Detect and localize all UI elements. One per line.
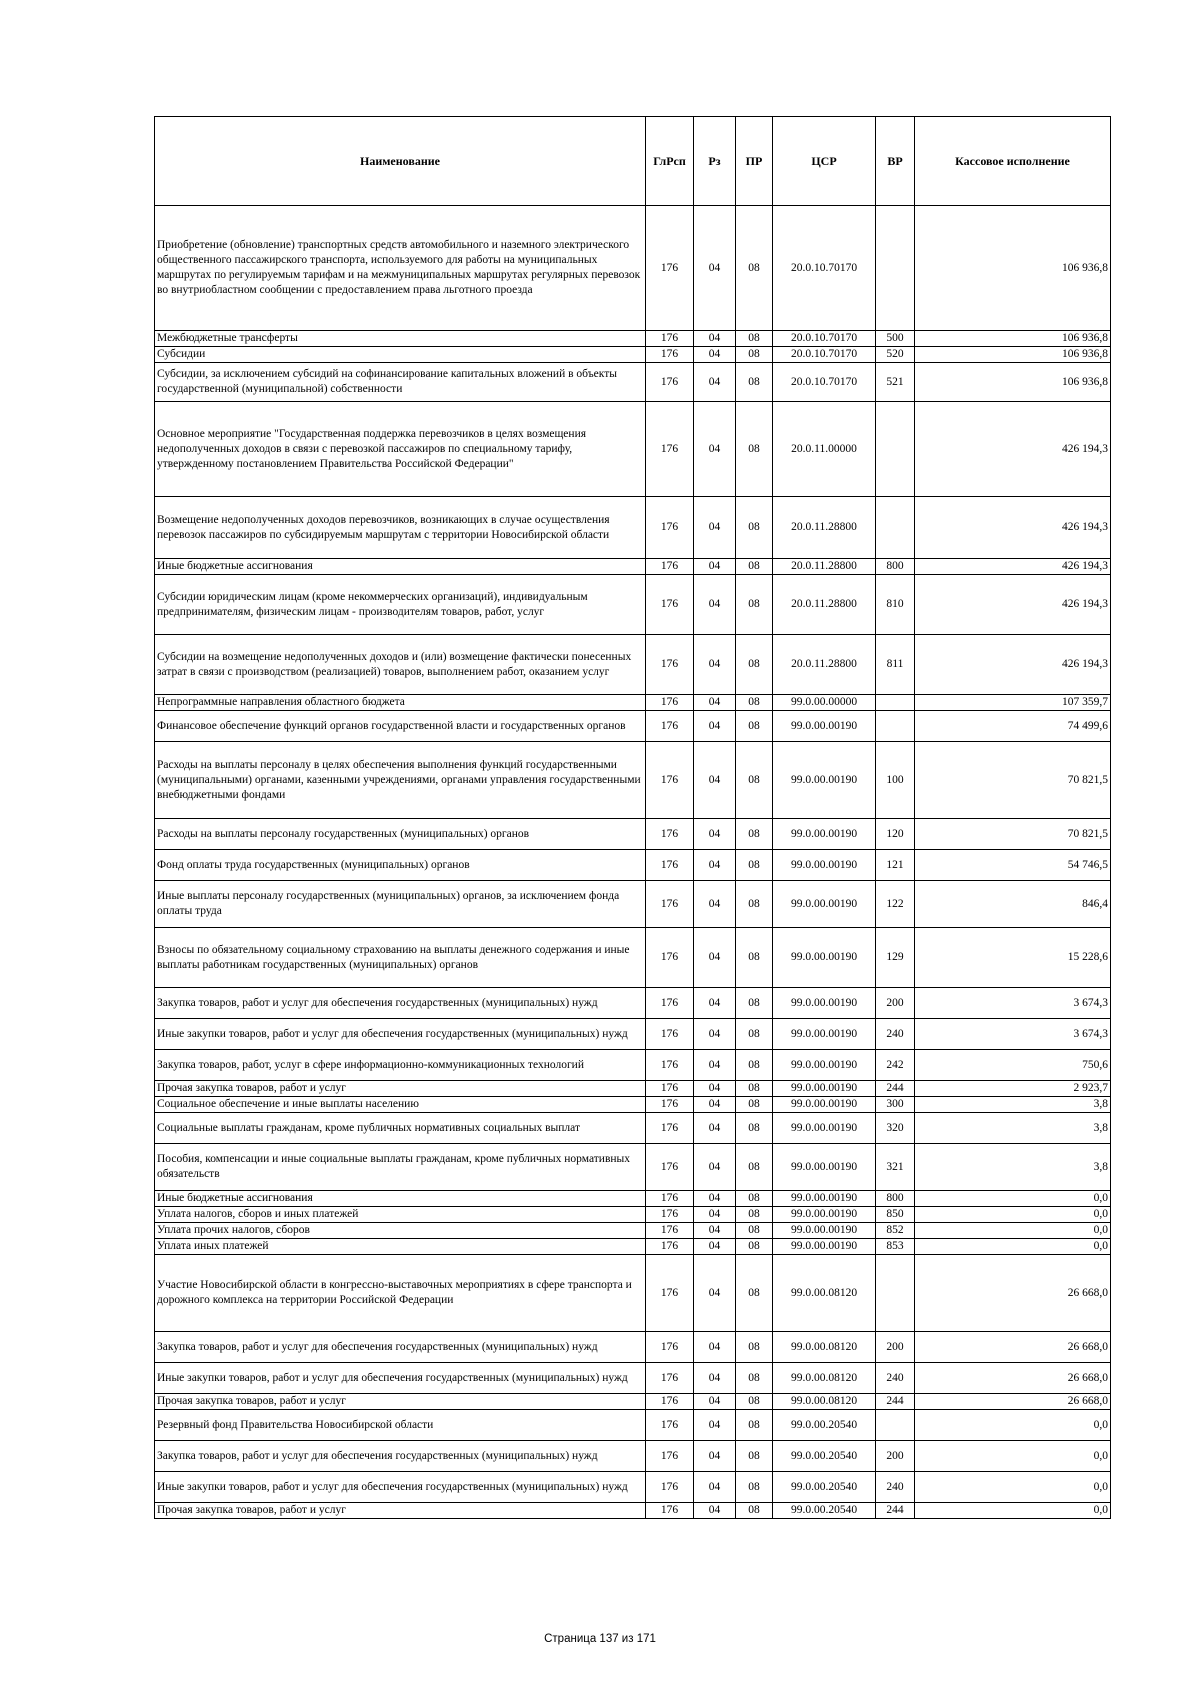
cell-rz: 04 <box>694 497 736 559</box>
cell-rz: 04 <box>694 1097 736 1113</box>
cell-glrsp: 176 <box>646 1441 694 1472</box>
cell-name: Социальное обеспечение и иные выплаты населению <box>155 1097 646 1113</box>
cell-rz: 04 <box>694 559 736 575</box>
cell-csr: 20.0.11.28800 <box>773 497 876 559</box>
cell-csr: 99.0.00.00190 <box>773 881 876 928</box>
cell-pr: 08 <box>736 1207 773 1223</box>
table-row <box>155 881 1111 928</box>
cell-pr: 08 <box>736 850 773 881</box>
cell-cash-execution: 0,0 <box>915 1207 1111 1223</box>
cell-name: Иные бюджетные ассигнования <box>155 1191 646 1207</box>
cell-csr: 99.0.00.00190 <box>773 1081 876 1097</box>
table-row <box>155 1394 1111 1410</box>
table-row <box>155 575 1111 635</box>
cell-csr: 99.0.00.00190 <box>773 1239 876 1255</box>
cell-glrsp: 176 <box>646 850 694 881</box>
cell-glrsp: 176 <box>646 402 694 497</box>
cell-name: Иные закупки товаров, работ и услуг для обеспечения государственных (муниципальных) нужд <box>155 1472 646 1503</box>
cell-name: Социальные выплаты гражданам, кроме публичных нормативных социальных выплат <box>155 1113 646 1144</box>
table-row <box>155 1144 1111 1191</box>
cell-name: Непрограммные направления областного бюджета <box>155 695 646 711</box>
cell-glrsp: 176 <box>646 559 694 575</box>
table-row <box>155 695 1111 711</box>
page-number: Страница 137 из 171 <box>544 1633 656 1645</box>
cell-rz: 04 <box>694 575 736 635</box>
cell-cash-execution: 15 228,6 <box>915 928 1111 988</box>
cell-glrsp: 176 <box>646 1363 694 1394</box>
cell-vr: 300 <box>876 1097 915 1113</box>
cell-pr: 08 <box>736 819 773 850</box>
cell-glrsp: 176 <box>646 742 694 819</box>
cell-cash-execution: 2 923,7 <box>915 1081 1111 1097</box>
cell-pr: 08 <box>736 347 773 363</box>
cell-pr: 08 <box>736 1050 773 1081</box>
table-row <box>155 1019 1111 1050</box>
table-row <box>155 1050 1111 1081</box>
table-row <box>155 635 1111 695</box>
cell-rz: 04 <box>694 695 736 711</box>
table-header-row <box>155 117 1111 206</box>
cell-name: Закупка товаров, работ, услуг в сфере информационно-коммуникационных технологий <box>155 1050 646 1081</box>
table-row <box>155 819 1111 850</box>
cell-rz: 04 <box>694 1410 736 1441</box>
cell-pr: 08 <box>736 331 773 347</box>
cell-pr: 08 <box>736 1441 773 1472</box>
table-row <box>155 1239 1111 1255</box>
table-row <box>155 1410 1111 1441</box>
cell-rz: 04 <box>694 928 736 988</box>
cell-glrsp: 176 <box>646 497 694 559</box>
cell-csr: 99.0.00.00190 <box>773 1097 876 1113</box>
cell-cash-execution: 106 936,8 <box>915 363 1111 402</box>
column-header-pr: ПР <box>736 117 773 206</box>
cell-csr: 99.0.00.08120 <box>773 1363 876 1394</box>
table-row <box>155 850 1111 881</box>
cell-cash-execution: 3,8 <box>915 1097 1111 1113</box>
table-header <box>155 117 1111 206</box>
cell-vr: 200 <box>876 1332 915 1363</box>
cell-pr: 08 <box>736 1191 773 1207</box>
cell-cash-execution: 26 668,0 <box>915 1363 1111 1394</box>
cell-vr: 850 <box>876 1207 915 1223</box>
cell-glrsp: 176 <box>646 695 694 711</box>
cell-rz: 04 <box>694 402 736 497</box>
cell-pr: 08 <box>736 1503 773 1519</box>
cell-name: Закупка товаров, работ и услуг для обеспечения государственных (муниципальных) нужд <box>155 1332 646 1363</box>
cell-rz: 04 <box>694 363 736 402</box>
cell-name: Прочая закупка товаров, работ и услуг <box>155 1394 646 1410</box>
cell-vr: 521 <box>876 363 915 402</box>
table-row <box>155 1207 1111 1223</box>
cell-cash-execution: 750,6 <box>915 1050 1111 1081</box>
cell-pr: 08 <box>736 928 773 988</box>
table-row <box>155 1223 1111 1239</box>
table-row <box>155 206 1111 331</box>
cell-pr: 08 <box>736 575 773 635</box>
cell-glrsp: 176 <box>646 331 694 347</box>
cell-csr: 20.0.10.70170 <box>773 206 876 331</box>
cell-pr: 08 <box>736 1472 773 1503</box>
cell-name: Финансовое обеспечение функций органов государственной власти и государственных органов <box>155 711 646 742</box>
cell-pr: 08 <box>736 1332 773 1363</box>
cell-cash-execution: 107 359,7 <box>915 695 1111 711</box>
cell-vr: 242 <box>876 1050 915 1081</box>
cell-name: Субсидии, за исключением субсидий на софинансирование капитальных вложений в объекты государственной (муниципальной) собственности <box>155 363 646 402</box>
cell-glrsp: 176 <box>646 711 694 742</box>
cell-vr: 200 <box>876 1441 915 1472</box>
cell-name: Пособия, компенсации и иные социальные выплаты гражданам, кроме публичных нормативных обязательств <box>155 1144 646 1191</box>
table-row <box>155 1503 1111 1519</box>
table-row <box>155 1472 1111 1503</box>
cell-pr: 08 <box>736 1081 773 1097</box>
cell-cash-execution: 0,0 <box>915 1472 1111 1503</box>
cell-pr: 08 <box>736 1410 773 1441</box>
table-row <box>155 1191 1111 1207</box>
cell-pr: 08 <box>736 1394 773 1410</box>
budget-execution-table <box>154 116 1111 1519</box>
cell-glrsp: 176 <box>646 1255 694 1332</box>
cell-csr: 99.0.00.00190 <box>773 988 876 1019</box>
cell-glrsp: 176 <box>646 1503 694 1519</box>
cell-glrsp: 176 <box>646 1239 694 1255</box>
cell-name: Иные выплаты персоналу государственных (муниципальных) органов, за исключением фонда оплаты труда <box>155 881 646 928</box>
cell-glrsp: 176 <box>646 928 694 988</box>
cell-rz: 04 <box>694 988 736 1019</box>
cell-pr: 08 <box>736 1097 773 1113</box>
cell-rz: 04 <box>694 1019 736 1050</box>
column-header-glrsp: ГлРсп <box>646 117 694 206</box>
cell-glrsp: 176 <box>646 1113 694 1144</box>
cell-cash-execution: 106 936,8 <box>915 347 1111 363</box>
cell-rz: 04 <box>694 1207 736 1223</box>
cell-csr: 99.0.00.08120 <box>773 1255 876 1332</box>
cell-name: Иные закупки товаров, работ и услуг для обеспечения государственных (муниципальных) нужд <box>155 1363 646 1394</box>
cell-glrsp: 176 <box>646 819 694 850</box>
cell-csr: 99.0.00.00000 <box>773 695 876 711</box>
cell-vr: 853 <box>876 1239 915 1255</box>
cell-name: Межбюджетные трансферты <box>155 331 646 347</box>
cell-pr: 08 <box>736 206 773 331</box>
cell-name: Расходы на выплаты персоналу в целях обеспечения выполнения функций государственными (муниципальными) органами, казенными учреждениями, органами управления государственными внебюджетными фондами <box>155 742 646 819</box>
cell-vr <box>876 711 915 742</box>
table-row <box>155 331 1111 347</box>
cell-glrsp: 176 <box>646 1144 694 1191</box>
cell-rz: 04 <box>694 1503 736 1519</box>
cell-glrsp: 176 <box>646 347 694 363</box>
cell-rz: 04 <box>694 1441 736 1472</box>
table-row <box>155 347 1111 363</box>
cell-pr: 08 <box>736 742 773 819</box>
cell-name: Уплата прочих налогов, сборов <box>155 1223 646 1239</box>
cell-cash-execution: 70 821,5 <box>915 819 1111 850</box>
cell-pr: 08 <box>736 363 773 402</box>
cell-rz: 04 <box>694 635 736 695</box>
cell-cash-execution: 0,0 <box>915 1410 1111 1441</box>
cell-cash-execution: 0,0 <box>915 1441 1111 1472</box>
cell-vr: 800 <box>876 1191 915 1207</box>
cell-cash-execution: 54 746,5 <box>915 850 1111 881</box>
column-header-cash-execution: Кассовое исполнение <box>915 117 1111 206</box>
cell-csr: 20.0.11.28800 <box>773 575 876 635</box>
cell-csr: 20.0.10.70170 <box>773 331 876 347</box>
cell-name: Иные закупки товаров, работ и услуг для обеспечения государственных (муниципальных) нужд <box>155 1019 646 1050</box>
cell-csr: 99.0.00.20540 <box>773 1472 876 1503</box>
cell-csr: 99.0.00.08120 <box>773 1394 876 1410</box>
cell-glrsp: 176 <box>646 881 694 928</box>
cell-name: Фонд оплаты труда государственных (муниципальных) органов <box>155 850 646 881</box>
cell-glrsp: 176 <box>646 575 694 635</box>
cell-vr: 852 <box>876 1223 915 1239</box>
cell-name: Резервный фонд Правительства Новосибирской области <box>155 1410 646 1441</box>
cell-vr: 244 <box>876 1503 915 1519</box>
cell-csr: 99.0.00.00190 <box>773 742 876 819</box>
cell-pr: 08 <box>736 1019 773 1050</box>
cell-vr: 121 <box>876 850 915 881</box>
table-row <box>155 1255 1111 1332</box>
cell-vr <box>876 206 915 331</box>
cell-name: Уплата иных платежей <box>155 1239 646 1255</box>
cell-cash-execution: 3 674,3 <box>915 1019 1111 1050</box>
cell-pr: 08 <box>736 497 773 559</box>
cell-cash-execution: 106 936,8 <box>915 206 1111 331</box>
cell-rz: 04 <box>694 331 736 347</box>
cell-name: Расходы на выплаты персоналу государственных (муниципальных) органов <box>155 819 646 850</box>
cell-csr: 99.0.00.00190 <box>773 1223 876 1239</box>
cell-vr: 240 <box>876 1363 915 1394</box>
cell-name: Приобретение (обновление) транспортных средств автомобильного и наземного электрического общественного пассажирского транспорта, используемого для работы на муниципальных маршрутах по регулируемым тарифам и на межмуниципальных маршрутах регулярных перевозок во внутриобластном сообщении с предоставлением права льготного проезда <box>155 206 646 331</box>
cell-vr: 200 <box>876 988 915 1019</box>
cell-glrsp: 176 <box>646 1050 694 1081</box>
cell-cash-execution: 846,4 <box>915 881 1111 928</box>
cell-csr: 99.0.00.00190 <box>773 1191 876 1207</box>
cell-cash-execution: 3 674,3 <box>915 988 1111 1019</box>
cell-vr: 800 <box>876 559 915 575</box>
cell-pr: 08 <box>736 881 773 928</box>
cell-vr: 810 <box>876 575 915 635</box>
cell-rz: 04 <box>694 1191 736 1207</box>
table-row <box>155 1081 1111 1097</box>
cell-vr: 122 <box>876 881 915 928</box>
cell-rz: 04 <box>694 1472 736 1503</box>
cell-pr: 08 <box>736 1223 773 1239</box>
cell-csr: 99.0.00.00190 <box>773 711 876 742</box>
cell-glrsp: 176 <box>646 206 694 331</box>
cell-rz: 04 <box>694 1239 736 1255</box>
cell-rz: 04 <box>694 1394 736 1410</box>
cell-csr: 99.0.00.00190 <box>773 1019 876 1050</box>
table-row <box>155 1332 1111 1363</box>
cell-glrsp: 176 <box>646 988 694 1019</box>
cell-csr: 99.0.00.20540 <box>773 1441 876 1472</box>
cell-glrsp: 176 <box>646 1410 694 1441</box>
cell-rz: 04 <box>694 711 736 742</box>
cell-name: Иные бюджетные ассигнования <box>155 559 646 575</box>
cell-glrsp: 176 <box>646 1081 694 1097</box>
cell-glrsp: 176 <box>646 1472 694 1503</box>
cell-csr: 99.0.00.00190 <box>773 1144 876 1191</box>
cell-vr: 320 <box>876 1113 915 1144</box>
cell-pr: 08 <box>736 635 773 695</box>
cell-name: Субсидии юридическим лицам (кроме некоммерческих организаций), индивидуальным предпринимателям, физическим лицам - производителям товаров, работ, услуг <box>155 575 646 635</box>
cell-rz: 04 <box>694 1332 736 1363</box>
cell-name: Взносы по обязательному социальному страхованию на выплаты денежного содержания и иные выплаты работникам государственных (муниципальных) органов <box>155 928 646 988</box>
cell-cash-execution: 3,8 <box>915 1144 1111 1191</box>
cell-name: Прочая закупка товаров, работ и услуг <box>155 1503 646 1519</box>
cell-pr: 08 <box>736 559 773 575</box>
cell-vr: 244 <box>876 1081 915 1097</box>
cell-cash-execution: 0,0 <box>915 1239 1111 1255</box>
cell-pr: 08 <box>736 695 773 711</box>
cell-cash-execution: 426 194,3 <box>915 402 1111 497</box>
cell-cash-execution: 70 821,5 <box>915 742 1111 819</box>
cell-cash-execution: 426 194,3 <box>915 497 1111 559</box>
table-row <box>155 742 1111 819</box>
cell-csr: 99.0.00.08120 <box>773 1332 876 1363</box>
cell-glrsp: 176 <box>646 1097 694 1113</box>
cell-cash-execution: 426 194,3 <box>915 575 1111 635</box>
cell-rz: 04 <box>694 347 736 363</box>
cell-cash-execution: 26 668,0 <box>915 1255 1111 1332</box>
cell-name: Закупка товаров, работ и услуг для обеспечения государственных (муниципальных) нужд <box>155 988 646 1019</box>
table-row <box>155 988 1111 1019</box>
column-header-vr: ВР <box>876 117 915 206</box>
cell-rz: 04 <box>694 1223 736 1239</box>
cell-vr: 321 <box>876 1144 915 1191</box>
cell-pr: 08 <box>736 1239 773 1255</box>
table-row <box>155 1097 1111 1113</box>
cell-rz: 04 <box>694 850 736 881</box>
table-body <box>155 206 1111 1519</box>
cell-name: Уплата налогов, сборов и иных платежей <box>155 1207 646 1223</box>
cell-cash-execution: 26 668,0 <box>915 1332 1111 1363</box>
cell-vr <box>876 497 915 559</box>
cell-cash-execution: 426 194,3 <box>915 559 1111 575</box>
table-row <box>155 1363 1111 1394</box>
cell-csr: 99.0.00.00190 <box>773 928 876 988</box>
column-header-rz: Рз <box>694 117 736 206</box>
cell-vr: 100 <box>876 742 915 819</box>
cell-vr: 240 <box>876 1019 915 1050</box>
cell-rz: 04 <box>694 881 736 928</box>
cell-csr: 99.0.00.20540 <box>773 1410 876 1441</box>
cell-pr: 08 <box>736 1363 773 1394</box>
cell-cash-execution: 106 936,8 <box>915 331 1111 347</box>
cell-vr <box>876 402 915 497</box>
cell-cash-execution: 0,0 <box>915 1503 1111 1519</box>
cell-glrsp: 176 <box>646 1019 694 1050</box>
cell-vr: 244 <box>876 1394 915 1410</box>
table-row <box>155 363 1111 402</box>
cell-name: Закупка товаров, работ и услуг для обеспечения государственных (муниципальных) нужд <box>155 1441 646 1472</box>
table-row <box>155 1113 1111 1144</box>
cell-name: Прочая закупка товаров, работ и услуг <box>155 1081 646 1097</box>
cell-rz: 04 <box>694 1050 736 1081</box>
cell-pr: 08 <box>736 711 773 742</box>
cell-cash-execution: 26 668,0 <box>915 1394 1111 1410</box>
cell-csr: 20.0.11.28800 <box>773 559 876 575</box>
cell-rz: 04 <box>694 1081 736 1097</box>
cell-rz: 04 <box>694 1255 736 1332</box>
table-row <box>155 711 1111 742</box>
cell-csr: 20.0.11.00000 <box>773 402 876 497</box>
cell-csr: 20.0.11.28800 <box>773 635 876 695</box>
cell-rz: 04 <box>694 742 736 819</box>
cell-rz: 04 <box>694 819 736 850</box>
cell-csr: 99.0.00.20540 <box>773 1503 876 1519</box>
cell-name: Субсидии <box>155 347 646 363</box>
column-header-name: Наименование <box>155 117 646 206</box>
cell-vr: 129 <box>876 928 915 988</box>
cell-csr: 99.0.00.00190 <box>773 1113 876 1144</box>
cell-name: Возмещение недополученных доходов перевозчиков, возникающих в случае осуществления перевозок пассажиров по субсидируемым маршрутам с территории Новосибирской области <box>155 497 646 559</box>
cell-glrsp: 176 <box>646 1191 694 1207</box>
cell-glrsp: 176 <box>646 635 694 695</box>
cell-glrsp: 176 <box>646 1332 694 1363</box>
cell-cash-execution: 0,0 <box>915 1223 1111 1239</box>
cell-csr: 99.0.00.00190 <box>773 850 876 881</box>
cell-vr <box>876 1255 915 1332</box>
cell-rz: 04 <box>694 1363 736 1394</box>
cell-pr: 08 <box>736 988 773 1019</box>
table-row <box>155 402 1111 497</box>
cell-vr <box>876 695 915 711</box>
cell-glrsp: 176 <box>646 1223 694 1239</box>
cell-vr <box>876 1410 915 1441</box>
table-row <box>155 497 1111 559</box>
table-row <box>155 1441 1111 1472</box>
cell-name: Участие Новосибирской области в конгрессно-выставочных мероприятиях в сфере транспорта и дорожного комплекса на территории Российской Федерации <box>155 1255 646 1332</box>
cell-glrsp: 176 <box>646 1394 694 1410</box>
cell-csr: 99.0.00.00190 <box>773 1207 876 1223</box>
cell-csr: 99.0.00.00190 <box>773 819 876 850</box>
cell-vr: 811 <box>876 635 915 695</box>
cell-glrsp: 176 <box>646 1207 694 1223</box>
column-header-csr: ЦСР <box>773 117 876 206</box>
cell-name: Субсидии на возмещение недополученных доходов и (или) возмещение фактически понесенных затрат в связи с производством (реализацией) товаров, выполнением работ, оказанием услуг <box>155 635 646 695</box>
cell-pr: 08 <box>736 1144 773 1191</box>
cell-csr: 20.0.10.70170 <box>773 363 876 402</box>
cell-rz: 04 <box>694 1144 736 1191</box>
cell-csr: 99.0.00.00190 <box>773 1050 876 1081</box>
cell-pr: 08 <box>736 1113 773 1144</box>
cell-vr: 240 <box>876 1472 915 1503</box>
cell-pr: 08 <box>736 402 773 497</box>
cell-csr: 20.0.10.70170 <box>773 347 876 363</box>
table-row <box>155 559 1111 575</box>
cell-vr: 520 <box>876 347 915 363</box>
cell-cash-execution: 0,0 <box>915 1191 1111 1207</box>
cell-glrsp: 176 <box>646 363 694 402</box>
cell-vr: 500 <box>876 331 915 347</box>
cell-rz: 04 <box>694 206 736 331</box>
cell-rz: 04 <box>694 1113 736 1144</box>
cell-cash-execution: 3,8 <box>915 1113 1111 1144</box>
cell-name: Основное мероприятие "Государственная поддержка перевозчиков в целях возмещения недополученных доходов в связи с перевозкой пассажиров по специальному тарифу, утвержденному постановлением Правительства Российской Федерации" <box>155 402 646 497</box>
cell-cash-execution: 426 194,3 <box>915 635 1111 695</box>
cell-pr: 08 <box>736 1255 773 1332</box>
table-row <box>155 928 1111 988</box>
cell-vr: 120 <box>876 819 915 850</box>
cell-cash-execution: 74 499,6 <box>915 711 1111 742</box>
